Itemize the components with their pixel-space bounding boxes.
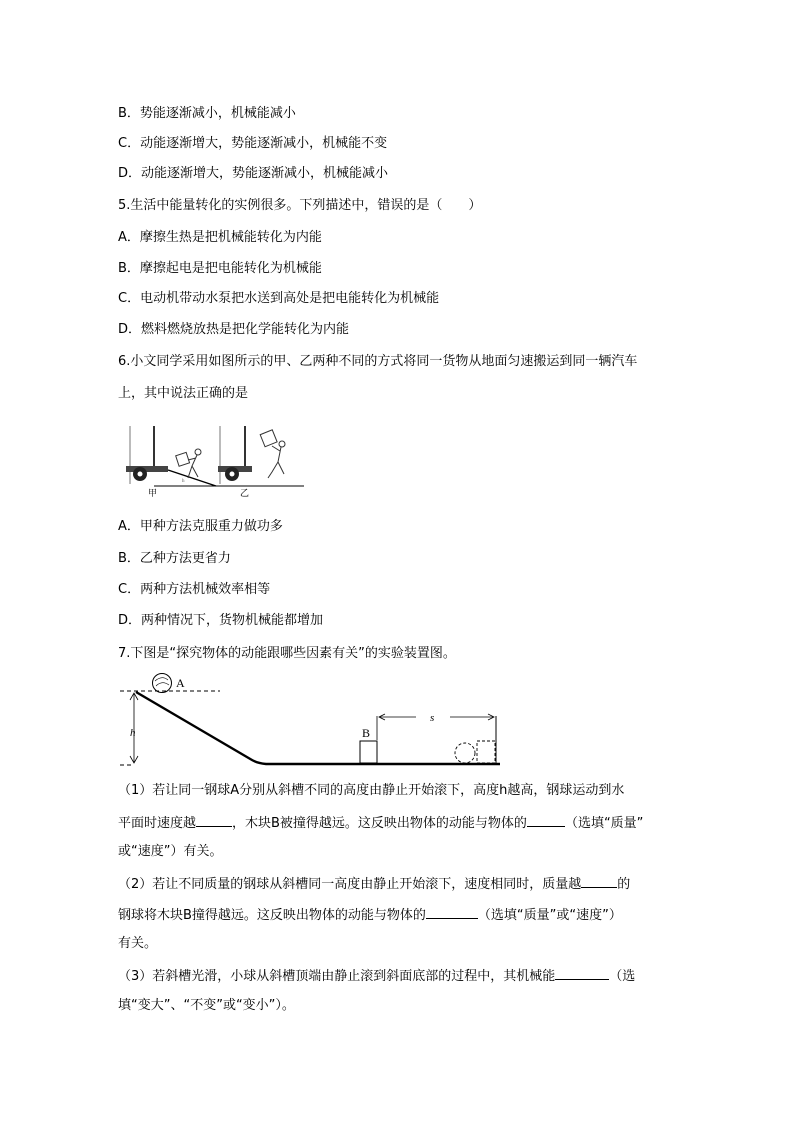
q7-figure bbox=[120, 666, 504, 772]
answer-blank-4[interactable] bbox=[426, 905, 478, 919]
q7-p2-text-b: 的 bbox=[617, 877, 631, 892]
q5-option-c: C．电动机带动水泵把水送到高处是把电能转化为机械能 bbox=[118, 291, 440, 306]
fig-label-h: h bbox=[130, 727, 136, 739]
q7-stem: 7.下图是“探究物体的动能跟哪些因素有关”的实验装置图。 bbox=[118, 646, 456, 661]
q5-option-b: B．摩擦起电是把电能转化为机械能 bbox=[118, 261, 322, 276]
q7-p2-line3: 有关。 bbox=[118, 936, 158, 951]
fig-label-yi: 乙 bbox=[240, 488, 250, 498]
fig-label-ball-a: A bbox=[176, 676, 185, 690]
q6-option-a: A．甲种方法克服重力做功多 bbox=[118, 519, 283, 534]
q5-stem: 5.生活中能量转化的实例很多。下列描述中，错误的是（ ） bbox=[118, 198, 482, 213]
q7-p2-line2 bbox=[118, 905, 622, 925]
q7-p3-text-b: （选 bbox=[609, 969, 636, 984]
q6-option-d: D．两种情况下，货物机械能都增加 bbox=[118, 613, 324, 628]
fig-label-s: s bbox=[430, 712, 435, 724]
q7-p3-line1 bbox=[118, 966, 635, 986]
q4-option-c: C．动能逐渐增大，势能逐渐减小，机械能不变 bbox=[118, 136, 388, 151]
q6-stem-line2: 上，其中说法正确的是 bbox=[118, 386, 249, 401]
q7-p1-text-a: 平面时速度越 bbox=[118, 816, 197, 831]
answer-blank-5[interactable] bbox=[555, 966, 609, 980]
q7-p1-text-c: （选填“质量” bbox=[564, 816, 644, 831]
q4-option-d: D．动能逐渐增大，势能逐渐减小，机械能减小 bbox=[118, 166, 389, 181]
q6-option-b: B．乙种方法更省力 bbox=[118, 551, 231, 566]
q6-stem-line1: 6.小文同学采用如图所示的甲、乙两种不同的方式将同一货物从地面匀速搬运到同一辆汽车 bbox=[118, 354, 638, 369]
q4-option-b: B．势能逐渐减小，机械能减小 bbox=[118, 106, 296, 121]
q7-p2-text-a: （2）若让不同质量的钢球从斜槽同一高度由静止开始滚下，速度相同时，质量越 bbox=[118, 877, 582, 892]
q7-p1-line1: （1）若让同一钢球A分别从斜槽不同的高度由静止开始滚下，高度h越高，钢球运动到水 bbox=[118, 783, 625, 798]
fig-label-jia: 甲 bbox=[148, 488, 158, 498]
q5-option-d: D．燃料燃烧放热是把化学能转化为内能 bbox=[118, 322, 350, 337]
q7-p1-text-b: ，木块B被撞得越远。这反映出物体的动能与物体的 bbox=[232, 816, 527, 831]
q7-p1-line2 bbox=[118, 813, 643, 833]
q7-p2-text-c: 钢球将木块B撞得越远。这反映出物体的动能与物体的 bbox=[118, 908, 426, 923]
q5-option-a: A．摩擦生热是把机械能转化为内能 bbox=[118, 230, 322, 245]
q7-p1-line3: 或“速度”）有关。 bbox=[118, 844, 223, 859]
answer-blank-2[interactable] bbox=[527, 813, 565, 827]
q7-p3-line2: 填“变大”、“不变”或“变小”）。 bbox=[118, 998, 295, 1013]
q6-option-c: C．两种方法机械效率相等 bbox=[118, 582, 271, 597]
answer-blank-3[interactable] bbox=[581, 874, 617, 888]
answer-blank-1[interactable] bbox=[196, 813, 232, 827]
fig-label-block-b: B bbox=[362, 726, 371, 740]
q7-p2-text-d: （选填“质量”或“速度”） bbox=[477, 908, 622, 923]
svg-text:h: h bbox=[182, 479, 185, 484]
q7-p3-text-a: （3）若斜槽光滑，小球从斜槽顶端由静止滚到斜面底部的过程中，其机械能 bbox=[118, 969, 556, 984]
q6-figure bbox=[124, 422, 304, 500]
q7-p2-line1 bbox=[118, 874, 630, 894]
